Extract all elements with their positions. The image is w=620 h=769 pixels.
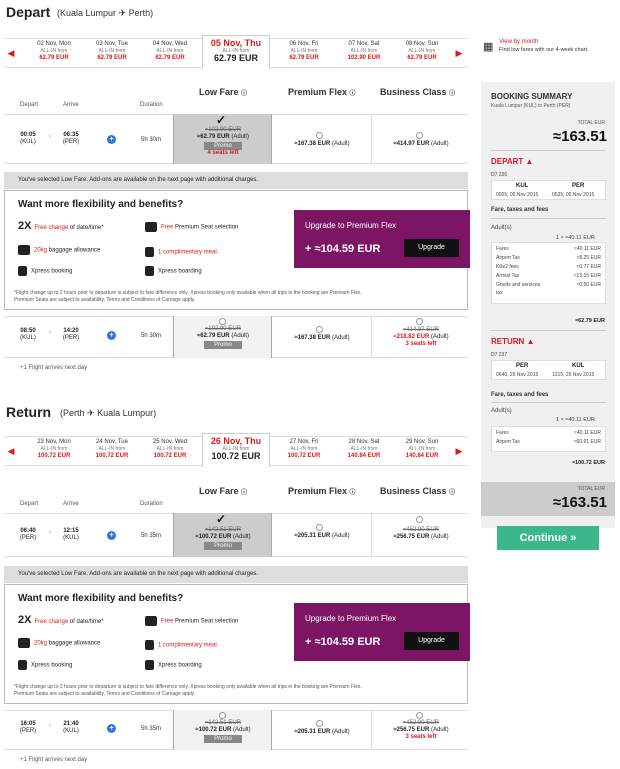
plane-icon: ✈: [118, 8, 127, 18]
next-dates-icon[interactable]: ▶: [455, 446, 463, 456]
low-fare-radio[interactable]: [219, 318, 226, 325]
calendar-icon: ▦: [483, 41, 494, 53]
premium-flex-radio[interactable]: [316, 720, 323, 727]
total-price-bottom: ≈163.51: [552, 494, 607, 511]
date-cell[interactable]: 03 Nov, Tue ALL-IN from 62.79 EUR: [96, 41, 128, 61]
plane-icon: ✈: [87, 408, 95, 418]
return-title: Return: [6, 404, 52, 420]
depart-date-strip: [4, 38, 468, 68]
caret-up-icon: ▲: [526, 337, 535, 346]
premium-flex-radio[interactable]: [316, 326, 323, 333]
boarding-icon: [145, 266, 154, 276]
col-low-fare: Low Fare ⓘ: [199, 486, 248, 496]
business-radio[interactable]: [416, 516, 423, 523]
chevron-right-icon: ›: [49, 723, 51, 729]
col-premium-flex: Premium Flex ⓘ: [288, 87, 356, 97]
continue-button[interactable]: Continue »: [497, 526, 599, 550]
business-radio[interactable]: [416, 712, 423, 719]
prev-dates-icon[interactable]: ◀: [7, 446, 15, 456]
flight-details-icon[interactable]: +: [107, 724, 116, 733]
promo-badge: Promo: [204, 341, 242, 349]
promo-badge: Promo: [204, 542, 242, 550]
return-toggle[interactable]: RETURN ▲: [491, 337, 535, 346]
checkmark-icon: ✓: [216, 512, 227, 526]
date-cell[interactable]: 04 Nov, Wed ALL-IN from 62.79 EUR: [152, 41, 188, 61]
date-cell[interactable]: 25 Nov, Wed ALL-IN from 100.72 EUR: [152, 439, 188, 459]
depart-route: (Kuala Lumpur ✈ Perth): [57, 8, 154, 18]
selection-note: You've selected Low Fare. Add-ons are available on the next page with additional charges.: [4, 566, 468, 583]
promo-badge: Promo: [204, 142, 242, 150]
flight-details-icon[interactable]: +: [107, 531, 116, 540]
baggage-icon: [18, 638, 30, 648]
date-cell[interactable]: 28 Nov, Sat ALL-IN from 140.84 EUR: [347, 439, 381, 459]
flight-details-icon[interactable]: +: [107, 331, 116, 340]
selection-note: You've selected Low Fare. Add-ons are available on the next page with additional charges.: [4, 172, 468, 189]
meal-icon: [145, 247, 154, 257]
business-radio[interactable]: [416, 132, 423, 139]
col-premium-flex: Premium Flex ⓘ: [288, 486, 356, 496]
checkmark-icon: ✓: [216, 113, 227, 127]
date-cell[interactable]: 07 Nov, Sat ALL-IN from 102.90 EUR: [347, 41, 381, 61]
date-cell[interactable]: 27 Nov, Fri ALL-IN from 100.72 EUR: [287, 439, 321, 459]
date-cell[interactable]: 23 Nov, Mon ALL-IN from 100.72 EUR: [37, 439, 71, 459]
next-dates-icon[interactable]: ▶: [455, 48, 463, 58]
date-cell[interactable]: 08 Nov, Sun ALL-IN from 62.79 EUR: [405, 41, 439, 61]
col-low-fare: Low Fare ⓘ: [199, 87, 248, 97]
return-date-strip: [4, 436, 468, 466]
cursor-icon: [18, 266, 27, 276]
chevron-right-icon: ›: [49, 134, 51, 140]
date-cell[interactable]: 06 Nov, Fri ALL-IN from 62.79 EUR: [289, 41, 319, 61]
date-cell[interactable]: 24 Nov, Tue ALL-IN from 100.72 EUR: [95, 439, 129, 459]
business-radio[interactable]: [416, 318, 423, 325]
chevron-right-icon: ›: [49, 330, 51, 336]
selected-date-cell[interactable]: 05 Nov, Thu ALL-IN from 62.79 EUR: [202, 35, 270, 69]
date-cell[interactable]: 02 Nov, Mon ALL-IN from 62.79 EUR: [37, 41, 71, 61]
prev-dates-icon[interactable]: ◀: [7, 48, 15, 58]
meal-icon: [145, 640, 154, 650]
promo-badge: Promo: [204, 735, 242, 743]
return-route: (Perth ✈ Kuala Lumpur): [60, 408, 157, 418]
upgrade-panel: Upgrade to Premium Flex + ≈104.59 EUR Upgrade: [294, 210, 470, 268]
selected-date-cell[interactable]: 26 Nov, Thu ALL-IN from 100.72 EUR: [202, 433, 270, 467]
baggage-icon: [18, 245, 30, 255]
booking-summary: BOOKING SUMMARY Kuala Lumpur (KUL) to Perth (PER) TOTAL EUR ≈163.51 DEPART ▲ D7 236 KUL PER 0005, 05 Nov 2015 0535, 05 Nov 2015 Fare, taxes and fees Adult(s) 1 × ≈40.11 EUR Fares ≈40.11 EUR Airport Tax ≈8.25 EUR Kiliz2 fees ≈0.77 EUR Arrival Tax ≈13.15 EUR Goods and services ≈0.50 EUR tax ≈62.79 EUR RETURN ▲ D7 237 PER KUL 0640, 26 Nov 2015 1215, 26 Nov 2015 Fare, taxes and fees Adult(s) 1 × ≈40.11 EUR Fares ≈40.11 EUR Airport Tax ≈60.61 EUR ≈100.72 EUR TOTAL EUR ≈163.51: [481, 82, 615, 528]
cursor-icon: [18, 660, 27, 670]
premium-flex-radio[interactable]: [316, 132, 323, 139]
upgrade-button[interactable]: Upgrade: [404, 632, 459, 650]
upgrade-button[interactable]: Upgrade: [404, 239, 459, 257]
col-business: Business Class ⓘ: [380, 87, 456, 97]
premium-flex-radio[interactable]: [316, 524, 323, 531]
seat-icon: [145, 222, 157, 232]
depart-toggle[interactable]: DEPART ▲: [491, 157, 534, 166]
seat-icon: [145, 616, 157, 626]
flight-details-icon[interactable]: +: [107, 135, 116, 144]
date-cell[interactable]: 29 Nov, Sun ALL-IN from 140.84 EUR: [405, 439, 439, 459]
upgrade-panel: Upgrade to Premium Flex + ≈104.59 EUR Upgrade: [294, 603, 470, 661]
col-business: Business Class ⓘ: [380, 486, 456, 496]
caret-up-icon: ▲: [525, 157, 534, 166]
chevron-right-icon: ›: [49, 530, 51, 536]
total-price: ≈163.51: [552, 128, 607, 145]
low-fare-radio[interactable]: [219, 712, 226, 719]
boarding-icon: [145, 660, 154, 670]
depart-title: Depart: [6, 4, 51, 20]
